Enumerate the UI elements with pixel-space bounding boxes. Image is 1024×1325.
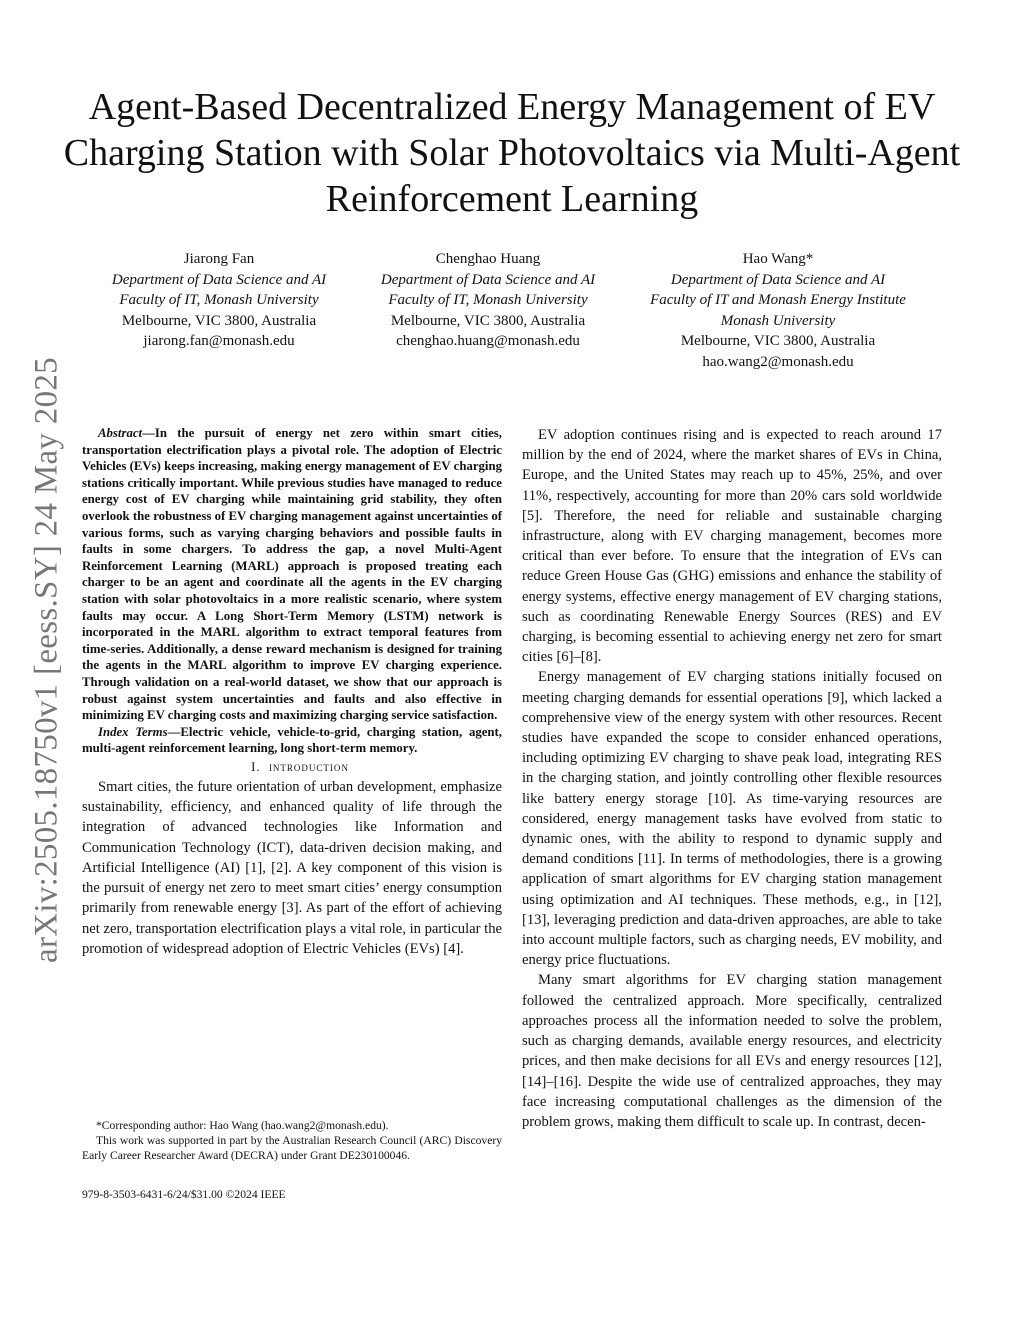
author-dept: Department of Data Science and AI	[380, 271, 596, 288]
index-terms	[82, 724, 502, 757]
author-email: jiarong.fan@monash.edu	[143, 333, 295, 349]
index-terms-label: Index Terms	[98, 724, 168, 739]
author-name: Hao Wang*	[742, 251, 814, 267]
author-faculty: Faculty of IT, Monash University	[119, 292, 319, 308]
author-dept: Department of Data Science and AI	[111, 271, 327, 288]
author-university: Monash University	[720, 312, 836, 329]
author-email: hao.wang2@monash.edu	[702, 353, 854, 370]
author-location: Melbourne, VIC 3800, Australia	[390, 312, 586, 329]
isbn-line: 979-8-3503-6431-6/24/$31.00 ©2024 IEEE	[82, 1188, 286, 1201]
paper-title: Agent-Based Decentralized Energy Management of EV Charging Station with Solar Photovoltaics via Multi-Agent Reinforcement Learning	[63, 86, 961, 220]
right-column	[522, 425, 942, 1132]
section-numeral: I.	[251, 759, 261, 774]
author-block-1	[96, 249, 342, 352]
body-paragraph: Smart cities, the future orientation of urban development, emphasize sustainability, efficiency, and enhanced quality of life through the integration of advanced technologies like Information and Communication Technology (ICT), data-driven decision making, and Artificial Intelligence (AI) [1], [2]. A key component of this vision is the pursuit of energy net zero to meet smart cities’ energy consumption primarily from renewable energy [3]. As part of the effort of achieving net zero, transportation electrification plays a vital role, in particular the promotion of widespread adoption of Electric Vehicles (EVs) [4].	[82, 779, 502, 957]
author-block-2	[364, 249, 612, 352]
abstract-text: —In the pursuit of energy net zero within smart cities, transportation electrification plays a pivotal role. The adoption of Electric Vehicles (EVs) keeps increasing, making energy management of EV charging stations critically important. While previous studies have managed to reduce energy cost of EV charging while maintaining grid stability, they often overlook the robustness of EV charging management against uncertainties of various forms, such as varying charging behaviors and possible faults in faults in some chargers. To address the gap, a novel Multi-Agent Reinforcement Learning (MARL) approach is proposed treating each charger to be an agent and coordinate all the agents in the EV charging station with solar photovoltaics in a more realistic scenario, where system faults may occur. A Long Short-Term Memory (LSTM) network is incorporated in the MARL algorithm to extract temporal features from time-series. Additionally, a dense reward mechanism is designed for training the agents in the MARL algorithm to improve EV charging experience. Through validation on a real-world dataset, we show that our approach is robust against system uncertainties and faults and also effective in minimizing EV charging costs and maximizing charging service satisfaction.	[82, 426, 502, 723]
author-name: Chenghao Huang	[435, 251, 541, 267]
footnote-corresponding: *Corresponding author: Hao Wang (hao.wang2@monash.edu).	[96, 1119, 389, 1132]
body-paragraph: Energy management of EV charging stations initially focused on meeting charging demands for essential operations [9], which lacked a comprehensive view of the energy system with other resources. Recent studies have expanded the scope to consider enhanced operations, including optimizing EV charging to shave peak load, integrating RES in the charging station, and jointly controlling other flexible resources like battery energy storage [10]. As time-varying resources are considered, energy management tasks have evolved from static to dynamic ones, with the ability to respond to dynamic supply and demand conditions [11]. In terms of methodologies, there is a growing application of smart algorithms for EV charging station management using optimization and AI techniques. These methods, e.g., in [12], [13], leveraging prediction and data-driven approaches, are able to take into account multiple factors, such as charging needs, EV mobility, and energy price fluctuations.	[522, 669, 942, 969]
footnote-funding: This work was supported in part by the Australian Research Council (ARC) Discovery Early Career Researcher Award (DECRA) under Grant DE230100046.	[82, 1134, 502, 1162]
left-column	[82, 425, 502, 959]
body-paragraph: EV adoption continues rising and is expected to reach around 17 million by the end of 2024, where the market shares of EVs in China, Europe, and the United States may reach up to 45%, 25%, and over 11%, respectively, accounting for more than 20% cars sold worldwide [5]. Therefore, the need for reliable and sustainable charging infrastructure, along with EV charging management, becomes more critical than ever before. To ensure that the integration of EVs can reduce Green House Gas (GHG) emissions and enhance the stability of energy systems, effective energy management of EV charging stations, such as coordinating Renewable Energy Sources (RES) and EV charging, is becoming essential to achieving energy net zero for smart cities [6]–[8].	[522, 427, 942, 666]
author-location: Melbourne, VIC 3800, Australia	[680, 333, 876, 349]
index-terms-text: —Electric vehicle, vehicle-to-grid, charging station, agent, multi-agent reinforcement learning, long short-term memory.	[82, 724, 503, 756]
section-heading	[82, 757, 502, 777]
section-title: introduction	[268, 759, 349, 774]
footnotes	[82, 1118, 502, 1163]
author-email: chenghao.huang@monash.edu	[396, 333, 580, 349]
author-location: Melbourne, VIC 3800, Australia	[121, 312, 317, 329]
body-paragraph: Many smart algorithms for EV charging station management followed the centralized approach. More specifically, centralized approaches process all the information needed to solve the problem, such as charging demands, available energy resources, and electricity prices, and then make decisions for all EVs and energy resources [12], [14]–[16]. Despite the wide use of centralized approaches, they may face increasing computational challenges as the dimension of the problem grows, making them difficult to scale up. In contrast, decen-	[522, 972, 942, 1130]
author-faculty: Faculty of IT and Monash Energy Institute	[650, 292, 906, 308]
author-faculty: Faculty of IT, Monash University	[388, 292, 588, 308]
abstract	[82, 425, 502, 724]
abstract-label: Abstract	[98, 426, 143, 440]
author-block-3	[632, 249, 924, 372]
author-name: Jiarong Fan	[183, 251, 255, 267]
author-dept: Department of Data Science and AI	[670, 271, 886, 288]
arxiv-identifier: arXiv:2505.18750v1 [eess.SY] 24 May 2025	[28, 357, 65, 963]
